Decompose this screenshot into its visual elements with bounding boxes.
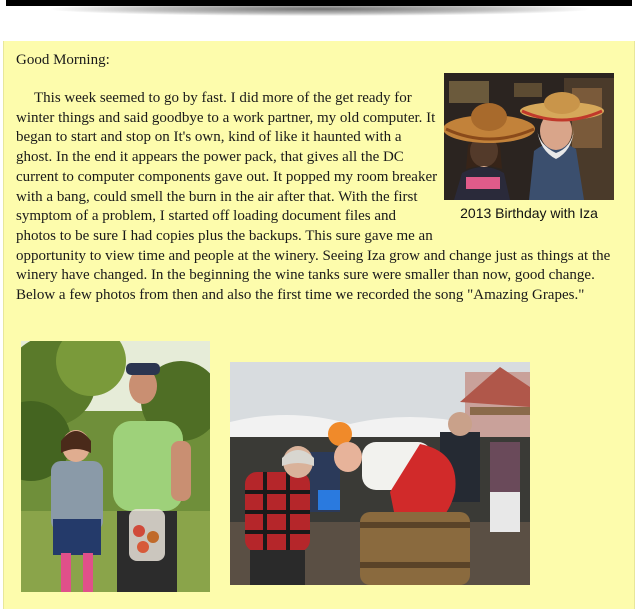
grape-stomping-photo-image (230, 362, 530, 585)
newsletter-paragraph: This week seemed to go by fast. I did more of the get ready for winter things and said goodbye to a work partner, my old computer. It began to start and stop on It's own, kind of like it haunted with a ghost. In the end it appears the power pack, that gives all the DC current to computer components gave out. It popped my room breaker with a bang, could smell the burn in the air after that. With the first symptom of a problem, I started off loading document files and photos to be sure I had copies plus the backups. This sure gave me an opportunity to view time and people at the winery. Seeing Iza grow and change just as things at the winery have changed. In the beginning the wine tanks sure were smaller than now, good change. Below a few photos from then and also the first time we recorded the song "Amazing Grapes." (16, 90, 611, 304)
birthday-photo-image (444, 73, 614, 200)
header-shadow-bar (0, 0, 638, 24)
apple-picking-photo[interactable] (21, 341, 210, 592)
header-drop-shadow (50, 2, 590, 16)
greeting-heading: Good Morning: (16, 52, 110, 68)
birthday-photo[interactable] (444, 73, 614, 200)
newsletter-body (16, 89, 614, 306)
apple-picking-photo-image (21, 341, 210, 592)
grape-stomping-photo[interactable] (230, 362, 530, 585)
birthday-caption: 2013 Birthday with Iza (460, 205, 598, 221)
birthday-figure (444, 73, 614, 228)
